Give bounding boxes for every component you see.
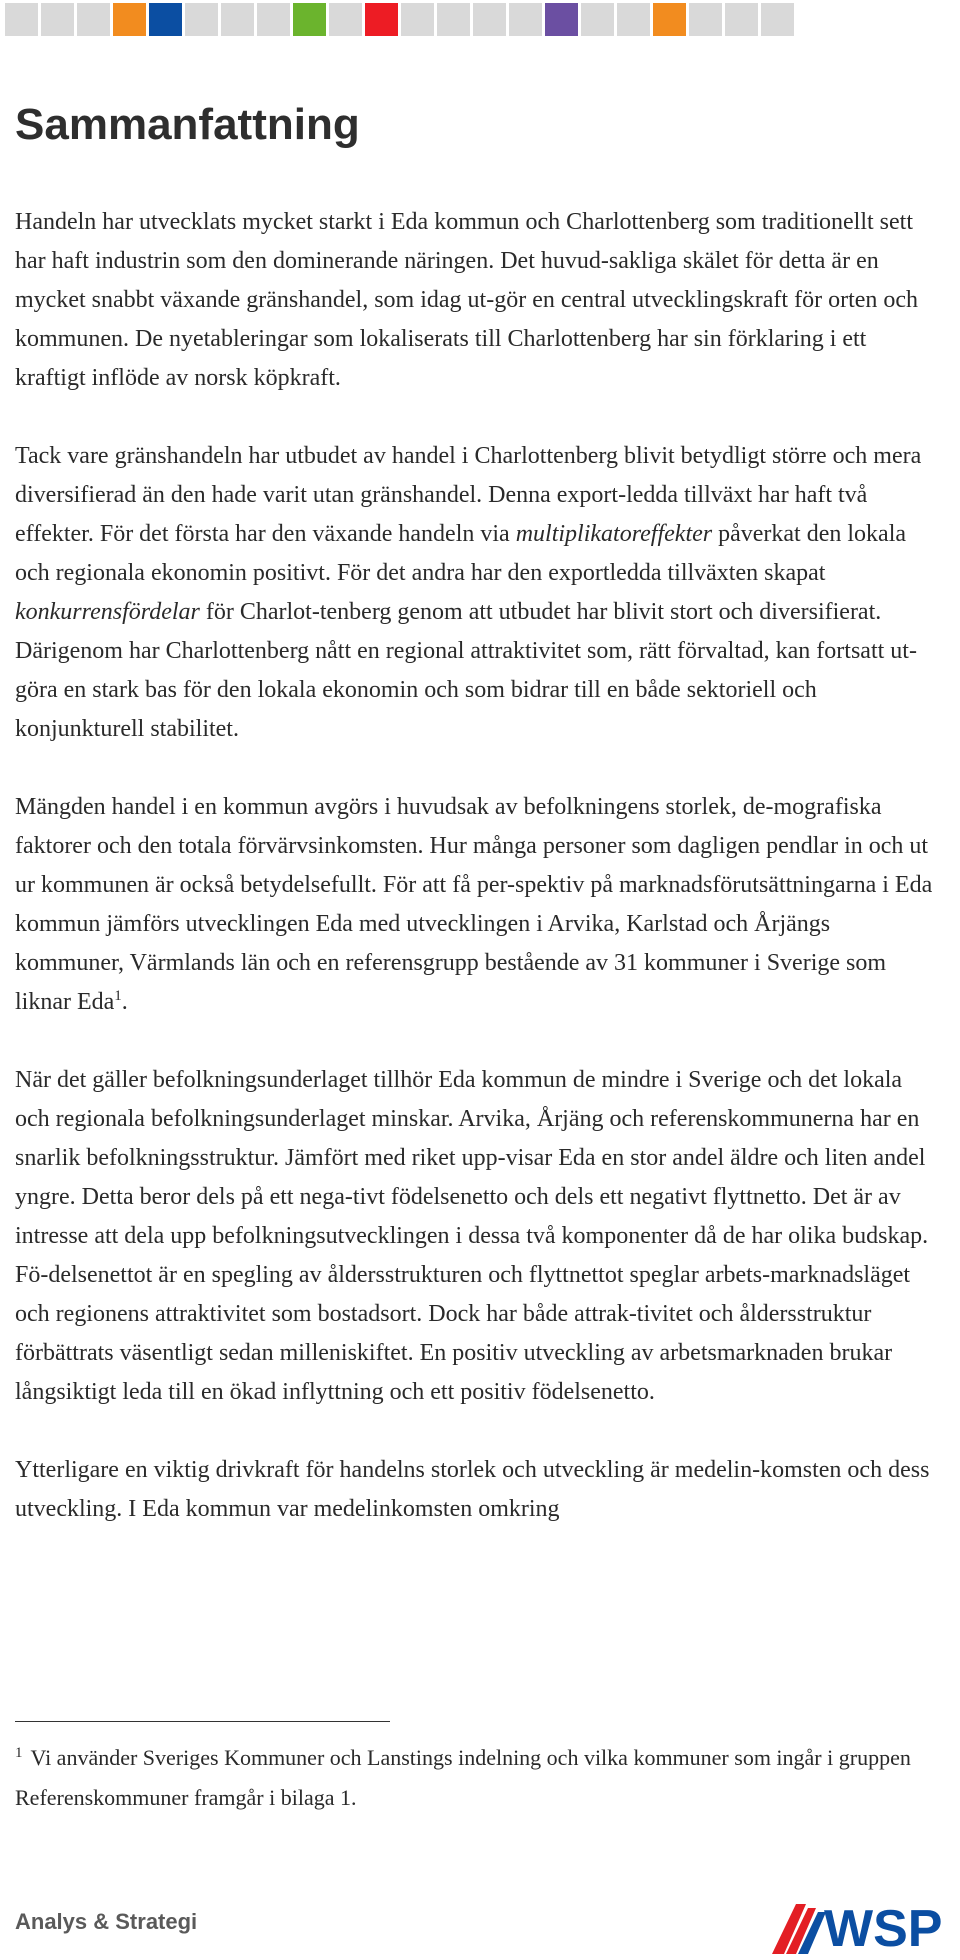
color-bar-segment — [41, 3, 74, 36]
text-segment: Handeln har utvecklats mycket starkt i Eda kommun och Charlottenberg som traditionellt sett har haft industrin som den dominerande näringen. Det huvud-sakliga skälet för detta är en mycket snabbt växande gränshandel, som idag ut-gör en central utvecklingskraft för orten och kommunen. De nyetableringar som lokaliserats till Charlottenberg har sin förklaring i ett kraftigt inflöde av norsk köpkraft. — [15, 209, 919, 391]
body-text — [15, 203, 941, 1529]
emphasis-text: konkurrensfördelar — [15, 599, 200, 625]
color-bar-segment — [113, 3, 146, 36]
header-color-bar — [5, 3, 794, 36]
footnote-divider — [15, 1721, 390, 1722]
color-bar-segment — [725, 3, 758, 36]
color-bar-segment — [581, 3, 614, 36]
footer-department: Analys & Strategi — [15, 1909, 198, 1934]
color-bar-segment — [401, 3, 434, 36]
footnote-text: Vi använder Sveriges Kommuner och Lanstings indelning och vilka kommuner som ingår i gruppen Referenskommuner framgår i bilaga 1. — [15, 1745, 911, 1810]
wsp-logo-graphic — [772, 1890, 957, 1956]
text-segment: Ytterligare en viktig drivkraft för handelns storlek och utveckling är medelin-komsten och dess utveckling. I Eda kommun var medelinkomsten omkring — [15, 1457, 930, 1522]
footnote-reference: 1 — [114, 988, 122, 1004]
color-bar-segment — [545, 3, 578, 36]
footnote — [15, 1738, 950, 1818]
color-bar-segment — [77, 3, 110, 36]
emphasis-text: multiplikatoreffekter — [515, 521, 713, 547]
color-bar-segment — [653, 3, 686, 36]
color-bar-segment — [149, 3, 182, 36]
body-paragraph — [15, 788, 941, 1022]
color-bar-segment — [293, 3, 326, 36]
text-segment: . — [121, 989, 128, 1015]
body-paragraph — [15, 437, 941, 749]
body-paragraph — [15, 1451, 941, 1529]
text-segment: När det gäller befolkningsunderlaget tillhör Eda kommun de mindre i Sverige och det lokala och regionala befolkningsunderlaget minskar. Arvika, Årjäng och referenskommunerna har en snarlik befolkningsstruktur. Jämfört med riket upp-visar Eda en stor andel äldre och liten andel yngre. Detta beror dels på ett nega-tivt födelsenetto och dels ett negativt flyttnetto. Det är av intresse att dela upp befolkningsutvecklingen i dessa två komponenter då de har olika budskap. Fö-delsenettot är en spegling av åldersstrukturen och flyttnettot speglar arbets-marknadsläget och regionens attraktivitet som bostadsort. Dock har både attrak-tivitet och åldersstruktur förbättrats väsentligt sedan milleniskiftet. En positiv utveckling av arbetsmarknaden brukar långsiktigt leda till en ökad inflyttning och ett positiv födelsenetto. — [15, 1067, 929, 1405]
color-bar-segment — [5, 3, 38, 36]
color-bar-segment — [221, 3, 254, 36]
wsp-logo — [772, 1890, 957, 1956]
color-bar-segment — [473, 3, 506, 36]
page-title: Sammanfattning — [15, 100, 360, 149]
text-segment: påverkat den lokala och regionala ekonomin positivt. För det andra har den exportledda tillväxten skapat — [15, 521, 907, 586]
logo-text: WSP — [824, 1900, 943, 1956]
text-segment: Mängden handel i en kommun avgörs i huvudsak av befolkningens storlek, de-mografiska faktorer och den totala förvärvsinkomsten. Hur många personer som dagligen pendlar in och ut ur kommunen är också betydelsefullt. För att få per-spektiv på marknadsförutsättningarna i Eda kommun jämförs utvecklingen Eda med utvecklingen i Arvika, Karlstad och Årjängs kommuner, Värmlands län och en referensgrupp bestående av 31 kommuner i Sverige som liknar Eda — [15, 794, 933, 1015]
color-bar-segment — [509, 3, 542, 36]
color-bar-segment — [329, 3, 362, 36]
color-bar-segment — [365, 3, 398, 36]
text-segment: Tack vare gränshandeln har utbudet av handel i Charlottenberg blivit betydligt större och mera diversifierad än den hade varit utan gränshandel. Denna export-ledda tillväxt har haft två effekter. För det första har den växande handeln via — [15, 443, 922, 547]
color-bar-segment — [257, 3, 290, 36]
color-bar-segment — [185, 3, 218, 36]
color-bar-segment — [437, 3, 470, 36]
footnote-number: 1 — [15, 1744, 23, 1761]
body-paragraph — [15, 1061, 941, 1412]
color-bar-segment — [761, 3, 794, 36]
body-paragraph — [15, 203, 941, 398]
color-bar-segment — [689, 3, 722, 36]
color-bar-segment — [617, 3, 650, 36]
text-segment: för Charlot-tenberg genom att utbudet har blivit stort och diversifierat. Därigenom har Charlottenberg nått en regional attraktivitet som, rätt förvaltad, kan fortsatt ut-göra en stark bas för den lokala ekonomin och som bidrar till en både sektoriell och konjunkturell stabilitet. — [15, 599, 917, 742]
